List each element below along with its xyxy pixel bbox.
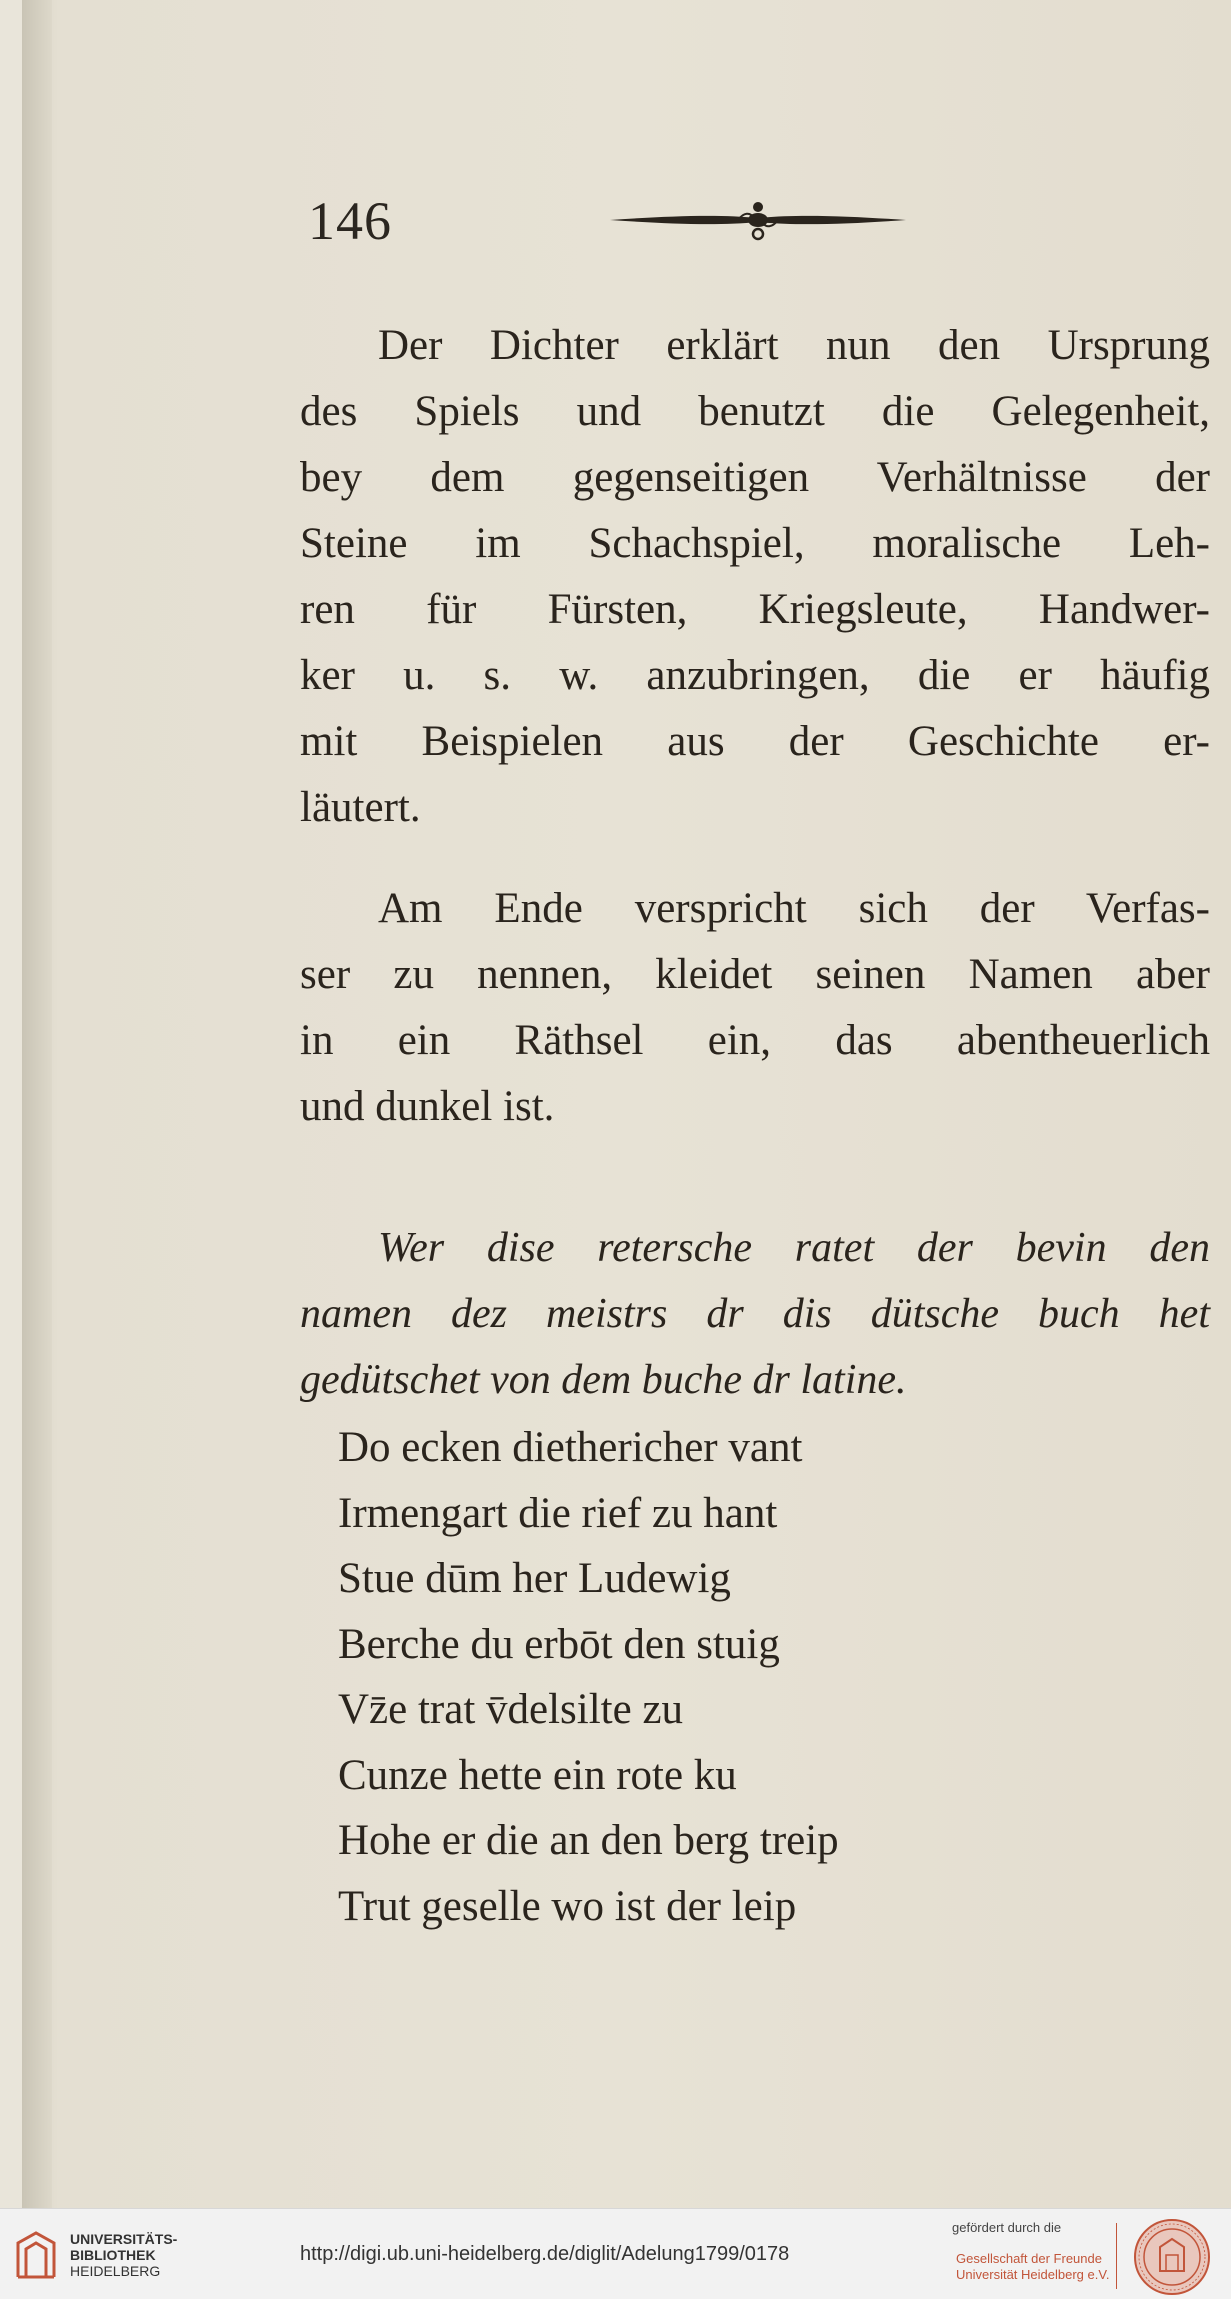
paragraph-quote-italic (300, 1215, 1210, 1413)
text-line: in ein Räthsel ein, das abentheuerlich (300, 1017, 1210, 1064)
library-logo-icon (14, 2229, 58, 2281)
verse-line: Do ecken diethericher vant (338, 1424, 803, 1471)
verse-line: Cunze hette ein rote ku (338, 1751, 737, 1799)
text-line: läutert. (300, 784, 421, 831)
verse-line: Vz̄e trat v̄delsilte zu (338, 1686, 684, 1733)
verse-line: Hohe er die an den berg treip (338, 1817, 839, 1864)
verse-line: Berche du erbōt den stuig (338, 1620, 780, 1668)
verse-riddle (338, 1415, 839, 1939)
text-line: mit Beispielen aus der Geschichte er- (300, 718, 1210, 765)
footer-bar (0, 2208, 1231, 2299)
page-number: 146 (308, 191, 392, 251)
sponsor-name: Gesellschaft der Freunde Universität Heidelberg e.V. (956, 2251, 1110, 2282)
verse-line: Irmengart die rief zu hant (338, 1489, 778, 1537)
text-line: ker u. s. w. anzubringen, die er häufig (300, 652, 1210, 699)
permalink-url[interactable]: http://digi.ub.uni-heidelberg.de/diglit/Adelung1799/0178 (300, 2243, 790, 2265)
paragraph-origin-of-game (300, 313, 1210, 841)
university-seal-icon (1132, 2217, 1212, 2297)
text-line: namen dez meistrs dr dis dütsche buch het (300, 1291, 1210, 1337)
footer-divider (1116, 2223, 1117, 2289)
text-line: Am Ende verspricht sich der Verfas- (378, 885, 1210, 932)
text-line: Der Dichter erklärt nun den Ursprung (378, 322, 1210, 369)
ornament-rule-icon (608, 198, 908, 242)
paragraph-author-riddle (300, 876, 1210, 1140)
text-line: Steine im Schachspiel, moralische Leh- (300, 520, 1210, 567)
page-binding-edge (22, 0, 52, 2208)
funded-by-label: gefördert durch die (952, 2220, 1062, 2235)
text-line: bey dem gegenseitigen Verhältnisse der (300, 454, 1210, 501)
verse-line: Stue dūm her Ludewig (338, 1555, 731, 1602)
text-line: Wer dise retersche ratet der bevin den (378, 1225, 1210, 1271)
text-line: ren für Fürsten, Kriegsleute, Handwer- (300, 586, 1210, 633)
text-line: des Spiels und benutzt die Gelegenheit, (300, 388, 1210, 435)
page-header (308, 190, 908, 250)
text-line: und dunkel ist. (300, 1083, 555, 1130)
text-line: ser zu nennen, kleidet seinen Namen aber (300, 951, 1210, 998)
text-line: gedütschet von dem buche dr latine. (300, 1357, 907, 1403)
library-name: UNIVERSITÄTS- BIBLIOTHEK HEIDELBERG (70, 2231, 178, 2279)
verse-line: Trut geselle wo ist der leip (338, 1882, 797, 1930)
